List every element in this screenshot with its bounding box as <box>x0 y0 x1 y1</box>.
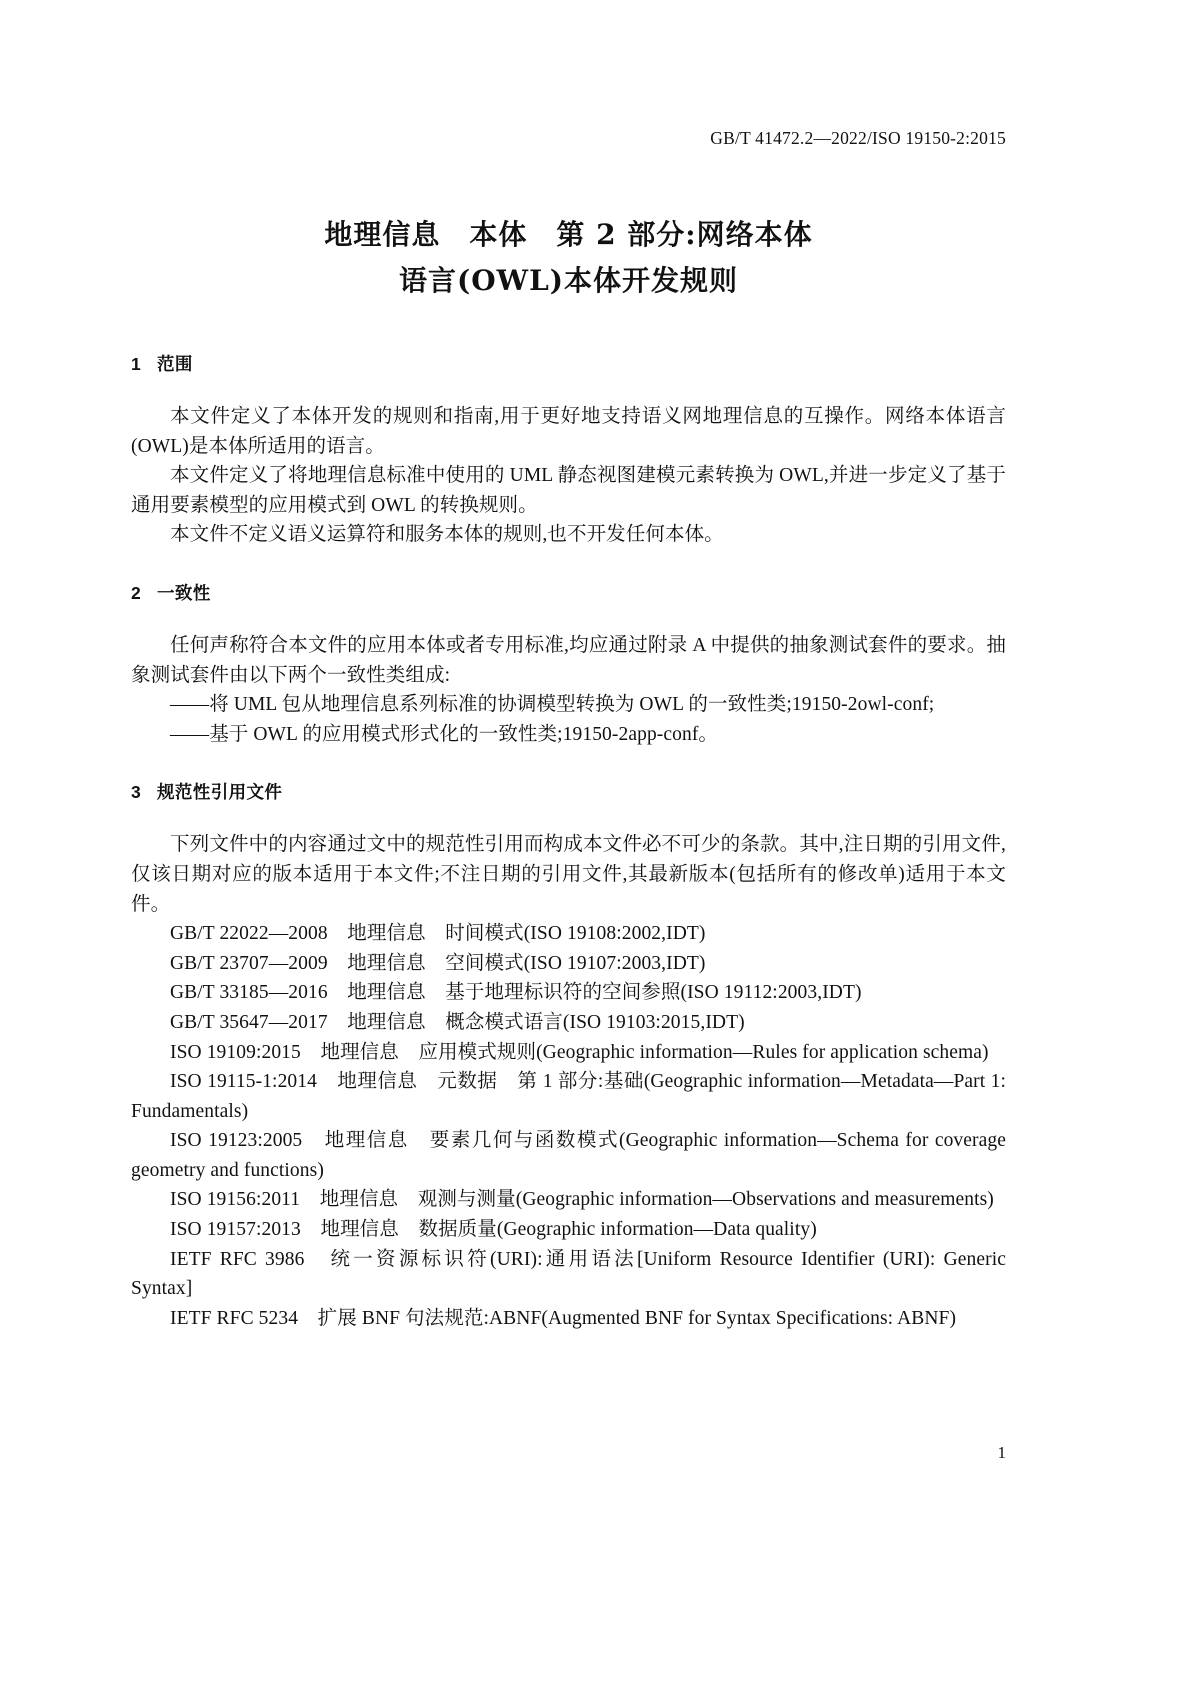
reference-item: ISO 19115-1:2014 地理信息 元数据 第 1 部分:基础(Geographic information—Metadata—Part 1: Fundamentals) <box>131 1071 1006 1122</box>
section-number-1: 1 <box>131 354 142 374</box>
reference-item: ISO 19156:2011 地理信息 观测与测量(Geographic information—Observations and measurements) <box>170 1189 994 1211</box>
reference-item: IETF RFC 5234 扩展 BNF 句法规范:ABNF(Augmented BNF for Syntax Specifications: ABNF) <box>170 1307 957 1329</box>
section-title-2: 一致性 <box>157 583 211 604</box>
reference-item: GB/T 23707—2009 地理信息 空间模式(ISO 19107:2003,IDT) <box>170 952 706 974</box>
page-number: 1 <box>997 1443 1006 1462</box>
reference-item: IETF RFC 3986 统一资源标识符(URI):通用语法[Uniform Resource Identifier (URI): Generic Syntax] <box>131 1248 1006 1300</box>
section-title-1: 范围 <box>157 355 193 375</box>
section-heading-3 <box>131 780 1006 805</box>
page-title <box>131 212 1006 304</box>
section-number-2: 2 <box>131 582 142 603</box>
section-title-3: 规范性引用文件 <box>157 783 283 804</box>
reference-item: GB/T 22022—2008 地理信息 时间模式(ISO 19108:2002,IDT) <box>170 923 706 945</box>
list-item: ——基于 OWL 的应用模式形式化的一致性类;19150-2app-conf。 <box>170 723 719 745</box>
paragraph: 下列文件中的内容通过文中的规范性引用而构成本文件必不可少的条款。其中,注日期的引用文件,仅该日期对应的版本适用于本文件;不注日期的引用文件,其最新版本(包括所有的修改单)适用于本文件。 <box>131 834 1006 915</box>
page-content <box>131 0 1006 1684</box>
section-heading-2 <box>131 581 1006 606</box>
list-item: ——将 UML 包从地理信息系列标准的协调模型转换为 OWL 的一致性类;19150-2owl-conf; <box>170 694 935 716</box>
paragraph: 任何声称符合本文件的应用本体或者专用标准,均应通过附录 A 中提供的抽象测试套件的要求。抽象测试套件由以下两个一致性类组成: <box>131 634 1006 686</box>
page-title-line-1: 地理信息 本体 第 2 部分:网络本体 <box>324 218 813 251</box>
reference-item: GB/T 33185—2016 地理信息 基于地理标识符的空间参照(ISO 19112:2003,IDT) <box>170 982 862 1004</box>
running-header-standard-code: GB/T 41472.2—2022/ISO 19150-2:2015 <box>710 128 1006 148</box>
paragraph: 本文件不定义语义运算符和服务本体的规则,也不开发任何本体。 <box>170 524 724 546</box>
reference-item: ISO 19109:2015 地理信息 应用模式规则(Geographic information—Rules for application schema) <box>170 1041 989 1063</box>
reference-item: ISO 19123:2005 地理信息 要素几何与函数模式(Geographic information—Schema for coverage geometry and functions) <box>131 1130 1006 1181</box>
reference-item: ISO 19157:2013 地理信息 数据质量(Geographic information—Data quality) <box>170 1219 817 1241</box>
reference-item: GB/T 35647—2017 地理信息 概念模式语言(ISO 19103:2015,IDT) <box>170 1011 745 1033</box>
section-number-3: 3 <box>131 782 142 803</box>
page-title-line-2: 语言(OWL)本体开发规则 <box>398 264 739 297</box>
document-body <box>131 352 1006 1333</box>
paragraph: 本文件定义了本体开发的规则和指南,用于更好地支持语义网地理信息的互操作。网络本体语言(OWL)是本体所适用的语言。 <box>131 406 1006 457</box>
section-heading-1 <box>131 352 1006 377</box>
paragraph: 本文件定义了将地理信息标准中使用的 UML 静态视图建模元素转换为 OWL,并进一步定义了基于通用要素模型的应用模式到 OWL 的转换规则。 <box>131 465 1006 516</box>
